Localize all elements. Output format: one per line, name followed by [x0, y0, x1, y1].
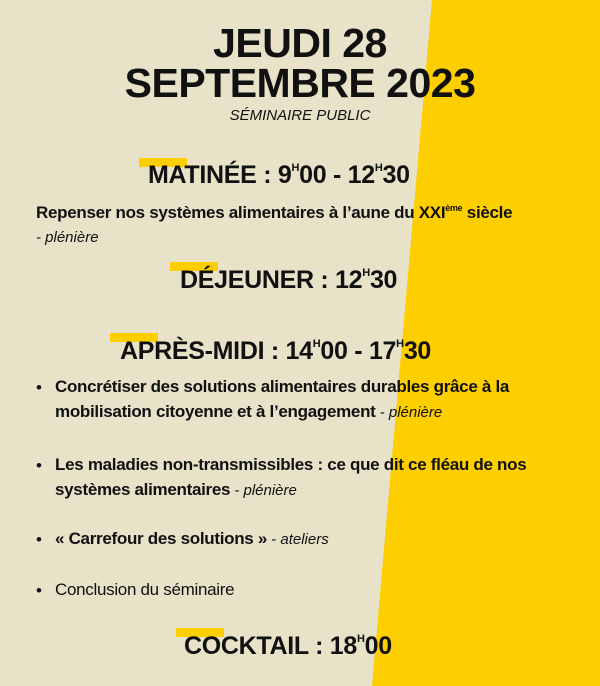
afternoon-heading: [120, 337, 431, 366]
afternoon-item-2-text: systèmes alimentaires: [55, 480, 231, 499]
date-line-2: SEPTEMBRE 2023: [124, 60, 476, 106]
bullet-1: •: [36, 378, 42, 397]
bullet-4: •: [36, 581, 42, 600]
morning-hour-mark-2: H: [374, 162, 383, 174]
cocktail-label: COCKTAIL : 18: [184, 632, 357, 660]
afternoon-label: APRÈS-MIDI : 14: [120, 337, 313, 365]
morning-end: 30: [382, 161, 410, 189]
morning-session-text-a: Repenser nos systèmes alimentaires à l’aune du XXI: [36, 203, 446, 222]
bullet-2: •: [36, 456, 42, 475]
morning-label: MATINÉE : 9: [148, 161, 292, 189]
afternoon-item-2-line-2: [55, 480, 297, 500]
morning-heading: [148, 161, 410, 190]
lunch-heading: [180, 266, 397, 295]
afternoon-item-2-line-1: Les maladies non-transmissibles : ce que dit ce fléau de nos: [55, 455, 527, 474]
date-line-1: JEUDI 28: [213, 20, 387, 66]
afternoon-item-3-text: « Carrefour des solutions »: [55, 529, 268, 548]
afternoon-end: 30: [403, 337, 432, 365]
lunch-end: 30: [369, 266, 398, 294]
bullet-3: •: [36, 530, 42, 549]
afternoon-mid: 00 - 17: [320, 337, 397, 365]
afternoon-hour-mark-1: H: [312, 338, 321, 350]
cocktail-heading: [184, 632, 392, 661]
afternoon-item-1-tag: - plénière: [375, 404, 443, 421]
morning-session-sup: ème: [445, 203, 463, 213]
cocktail-end: 00: [364, 632, 392, 660]
lunch-hour-mark: H: [362, 267, 370, 279]
morning-session-tag: - plénière: [36, 229, 99, 246]
morning-hour-mark-1: H: [291, 162, 300, 174]
afternoon-item-4: Conclusion du séminaire: [55, 580, 235, 599]
afternoon-item-1-line-2: [55, 402, 442, 422]
afternoon-item-3-tag: - ateliers: [267, 531, 329, 548]
afternoon-item-2-tag: - plénière: [230, 482, 297, 499]
morning-mid: 00 - 12: [299, 161, 375, 189]
morning-session: [36, 203, 512, 223]
cocktail-hour-mark: H: [356, 633, 365, 645]
lunch-label: DÉJEUNER : 12: [180, 266, 363, 294]
afternoon-item-1-text: mobilisation citoyenne et à l’engagement: [55, 402, 376, 421]
morning-session-text-b: siècle: [462, 203, 513, 222]
afternoon-item-3: [55, 529, 329, 549]
afternoon-hour-mark-2: H: [396, 338, 404, 350]
event-subtitle: SÉMINAIRE PUBLIC: [229, 107, 371, 124]
afternoon-item-1-line-1: Concrétiser des solutions alimentaires durables grâce à la: [55, 377, 510, 396]
